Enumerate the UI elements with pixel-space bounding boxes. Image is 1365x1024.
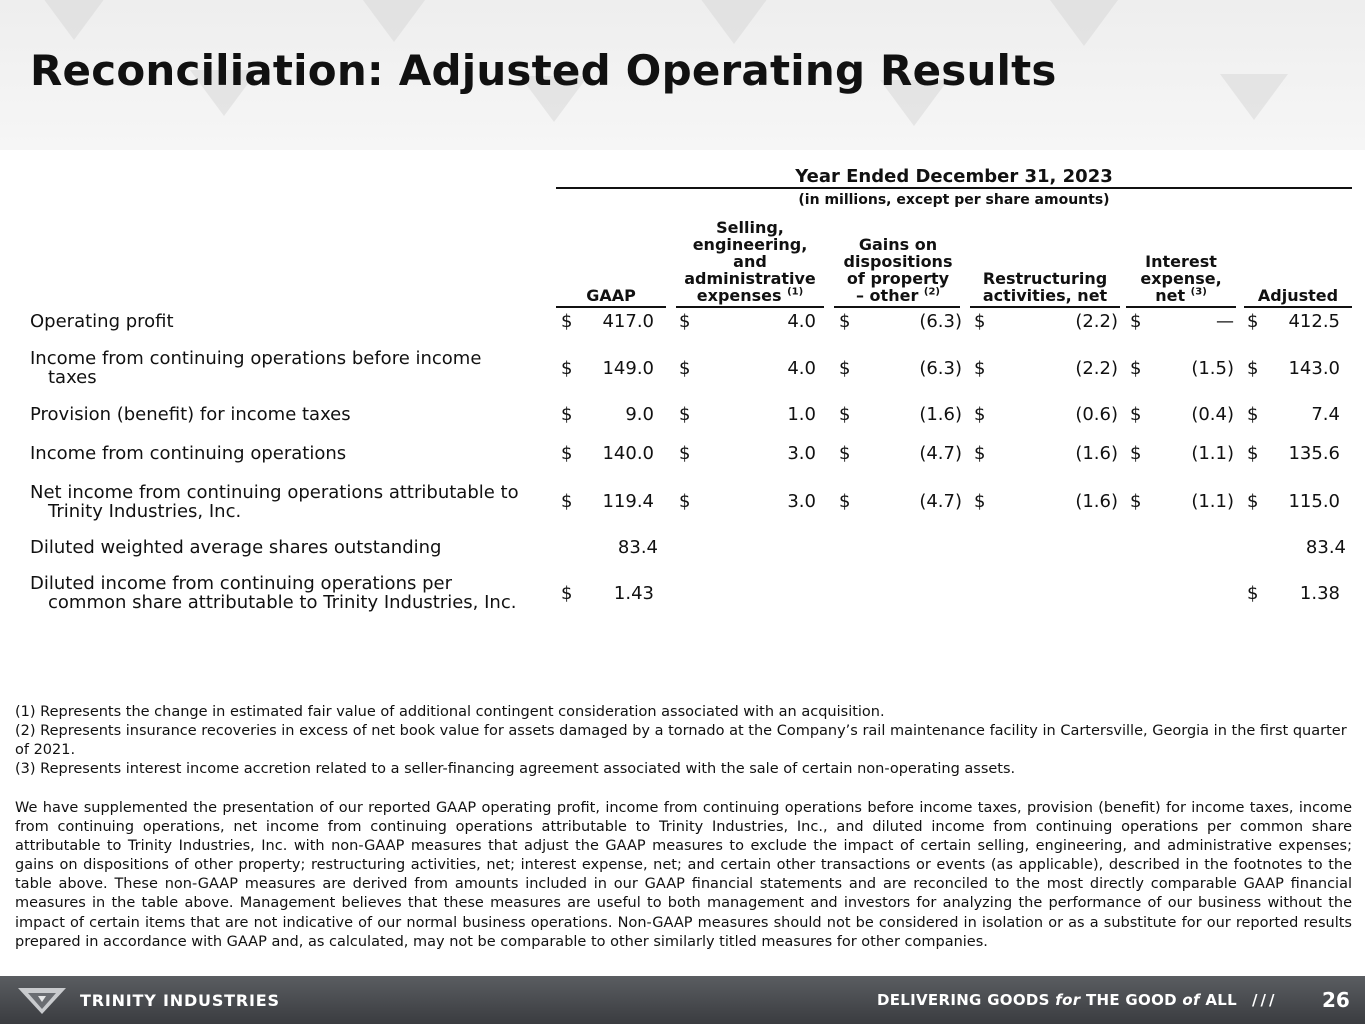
cell-gaap: 149.0	[602, 358, 654, 379]
currency-symbol: $	[679, 443, 691, 464]
row-label-text: Income from continuing operations	[30, 443, 347, 464]
column-rule	[556, 306, 666, 308]
footnote-marker: (1)	[787, 286, 804, 298]
column-header-text: activities, net	[982, 286, 1108, 305]
column-header-text: net	[1155, 286, 1186, 305]
currency-symbol: $	[839, 311, 851, 332]
column-header-restructuring	[970, 270, 1120, 304]
cell-restructuring: (1.6)	[1075, 443, 1118, 464]
cell-gains: (1.6)	[919, 404, 962, 425]
cell-adjusted: 7.4	[1311, 404, 1340, 425]
footnote-marker: (2)	[923, 286, 941, 298]
footnote-3: (3) Represents interest income accretion related to a seller-financing agreement associated with the sale of certain non-operating assets.	[15, 761, 1016, 777]
footer-bar	[0, 976, 1365, 1024]
page-title: Reconciliation: Adjusted Operating Results	[30, 46, 1057, 95]
currency-symbol: $	[1247, 358, 1259, 379]
column-header-text: expenses	[696, 286, 782, 305]
currency-symbol: $	[679, 358, 691, 379]
period-rule	[556, 187, 1352, 189]
row-label-text: Diluted income from continuing operations per	[30, 573, 452, 594]
column-header-gains	[836, 236, 960, 304]
currency-symbol: $	[839, 443, 851, 464]
cell-adjusted: 115.0	[1288, 491, 1340, 512]
row-label-text: Income from continuing operations before income	[30, 348, 482, 369]
header-pattern	[1220, 74, 1288, 120]
column-header-text: administrative	[684, 269, 816, 288]
currency-symbol: $	[1247, 404, 1259, 425]
column-header-sga	[676, 219, 824, 304]
column-header-text: Gains on	[858, 235, 938, 254]
cell-interest: (1.1)	[1191, 491, 1234, 512]
tagline	[877, 991, 1237, 1009]
currency-symbol: $	[1247, 491, 1259, 512]
cell-adjusted: 143.0	[1288, 358, 1340, 379]
currency-symbol: $	[839, 404, 851, 425]
cell-restructuring: (2.2)	[1075, 358, 1118, 379]
trinity-logo-icon	[14, 984, 70, 1016]
currency-symbol: $	[1130, 358, 1142, 379]
column-header-text: dispositions	[843, 252, 953, 271]
cell-sga: 3.0	[787, 443, 816, 464]
column-header-text: Adjusted	[1257, 286, 1339, 305]
currency-symbol: $	[561, 311, 573, 332]
currency-symbol: $	[679, 491, 691, 512]
non-gaap-disclaimer: We have supplemented the presentation of our reported GAAP operating profit, income from continuing operations before income taxes, provision (benefit) for income taxes, income from continuing operations, net income from continuing operations attributable to Trinity Industries, Inc., and diluted income from continuing operations per common share attributable to Trinity Industries, Inc. with non-GAAP measures that adjust the GAAP measures to exclude the impact of certain selling, engineering, and administrative expenses; gains on dispositions of other property; restructuring activities, net; interest expense, net; and certain other transactions or events (as applicable), described in the footnotes to the table above. These non-GAAP measures are derived from amounts included in our GAAP financial statements and are reconciled to the most directly comparable GAAP financial measures in the table above. Management believes that these measures are useful to both management and investors for analyzing the performance of our business without the impact of certain items that are not indicative of our normal business operations. Non-GAAP measures should not be considered in isolation or as a substitute for our reported results prepared in accordance with GAAP and, as calculated, may not be comparable to other similarly titled measures for other companies.	[15, 800, 1352, 950]
footnotes	[15, 703, 1352, 779]
tagline-text: ALL	[1199, 991, 1237, 1009]
row-label	[30, 405, 560, 424]
column-rule	[1244, 306, 1352, 308]
currency-symbol: $	[561, 583, 573, 604]
row-label	[30, 444, 560, 463]
tagline-text: for	[1055, 991, 1081, 1009]
page-number: 26	[1322, 988, 1350, 1012]
column-header-text: GAAP	[586, 286, 636, 305]
cell-gaap: 83.4	[617, 537, 658, 558]
cell-restructuring: (0.6)	[1075, 404, 1118, 425]
currency-symbol: $	[974, 443, 986, 464]
period-header: Year Ended December 31, 2023	[795, 166, 1113, 187]
units-note: (in millions, except per share amounts)	[798, 192, 1110, 208]
column-header-text: of property	[846, 269, 950, 288]
footnote-marker: (3)	[1190, 286, 1207, 298]
cell-sga: 4.0	[787, 311, 816, 332]
cell-gaap: 140.0	[602, 443, 654, 464]
slash-divider: ///	[1252, 991, 1278, 1009]
tagline-text: THE GOOD	[1080, 991, 1183, 1009]
footnote-1: (1) Represents the change in estimated fair value of additional contingent consideration associated with an acquisition.	[15, 704, 885, 720]
cell-sga: 4.0	[787, 358, 816, 379]
currency-symbol: $	[1247, 443, 1259, 464]
row-label-text: Diluted weighted average shares outstanding	[30, 537, 442, 558]
header-pattern	[40, 0, 108, 40]
column-header-text: Interest	[1145, 252, 1217, 271]
cell-gains: (4.7)	[919, 491, 962, 512]
column-header-text: Selling,	[716, 218, 784, 237]
currency-symbol: $	[1130, 404, 1142, 425]
column-header-text: and	[733, 252, 767, 271]
cell-interest: (1.5)	[1191, 358, 1234, 379]
currency-symbol: $	[679, 311, 691, 332]
currency-symbol: $	[839, 491, 851, 512]
currency-symbol: $	[561, 358, 573, 379]
cell-gains: (6.3)	[919, 311, 962, 332]
cell-gaap: 119.4	[602, 491, 654, 512]
tagline-text: of	[1182, 991, 1200, 1009]
cell-restructuring: (1.6)	[1075, 491, 1118, 512]
currency-symbol: $	[561, 491, 573, 512]
currency-symbol: $	[974, 311, 986, 332]
cell-gains: (6.3)	[919, 358, 962, 379]
cell-adjusted: 83.4	[1305, 537, 1346, 558]
column-header-text: engineering,	[692, 235, 808, 254]
currency-symbol: $	[974, 358, 986, 379]
cell-sga: 3.0	[787, 491, 816, 512]
column-header-text: Restructuring	[982, 269, 1108, 288]
header-pattern	[360, 0, 428, 42]
cell-gaap: 9.0	[625, 404, 654, 425]
column-header-adjusted	[1244, 287, 1352, 304]
currency-symbol: $	[1130, 491, 1142, 512]
cell-gaap: 1.43	[613, 583, 654, 604]
currency-symbol: $	[1130, 311, 1142, 332]
currency-symbol: $	[679, 404, 691, 425]
currency-symbol: $	[1247, 311, 1259, 332]
column-header-text: expense,	[1140, 269, 1222, 288]
currency-symbol: $	[974, 404, 986, 425]
cell-interest: —	[1216, 311, 1234, 332]
header-pattern	[1050, 0, 1118, 46]
row-label-text: common share attributable to Trinity Industries, Inc.	[48, 592, 517, 613]
row-label	[30, 312, 560, 331]
tagline-text: DELIVERING GOODS	[876, 991, 1056, 1009]
row-label	[30, 349, 560, 387]
brand-name: TRINITY INDUSTRIES	[80, 991, 280, 1010]
currency-symbol: $	[839, 358, 851, 379]
row-label-text: Net income from continuing operations attributable to	[30, 482, 519, 503]
column-rule	[676, 306, 824, 308]
cell-gaap: 417.0	[602, 311, 654, 332]
row-label	[30, 574, 560, 612]
header-band	[0, 0, 1365, 150]
currency-symbol: $	[561, 404, 573, 425]
column-rule	[834, 306, 960, 308]
currency-symbol: $	[1130, 443, 1142, 464]
column-header-text: – other	[855, 286, 919, 305]
column-rule	[1126, 306, 1236, 308]
cell-adjusted: 1.38	[1299, 583, 1340, 604]
cell-restructuring: (2.2)	[1075, 311, 1118, 332]
row-label	[30, 483, 560, 521]
currency-symbol: $	[1247, 583, 1259, 604]
row-label-text: Provision (benefit) for income taxes	[30, 404, 351, 425]
cell-gains: (4.7)	[919, 443, 962, 464]
row-label	[30, 538, 560, 557]
cell-adjusted: 135.6	[1288, 443, 1340, 464]
row-label-text: Trinity Industries, Inc.	[48, 501, 242, 522]
column-header-interest	[1126, 253, 1236, 304]
currency-symbol: $	[561, 443, 573, 464]
column-rule	[970, 306, 1120, 308]
column-header-gaap	[556, 287, 666, 304]
row-label-text: Operating profit	[30, 311, 174, 332]
footnote-2: (2) Represents insurance recoveries in excess of net book value for assets damaged by a tornado at the Company’s rail maintenance facility in Cartersville, Georgia in the first quarter of 2021.	[15, 723, 1347, 758]
cell-interest: (0.4)	[1191, 404, 1234, 425]
cell-adjusted: 412.5	[1288, 311, 1340, 332]
currency-symbol: $	[974, 491, 986, 512]
cell-interest: (1.1)	[1191, 443, 1234, 464]
header-pattern	[700, 0, 768, 44]
row-label-text: taxes	[48, 367, 97, 388]
cell-sga: 1.0	[787, 404, 816, 425]
